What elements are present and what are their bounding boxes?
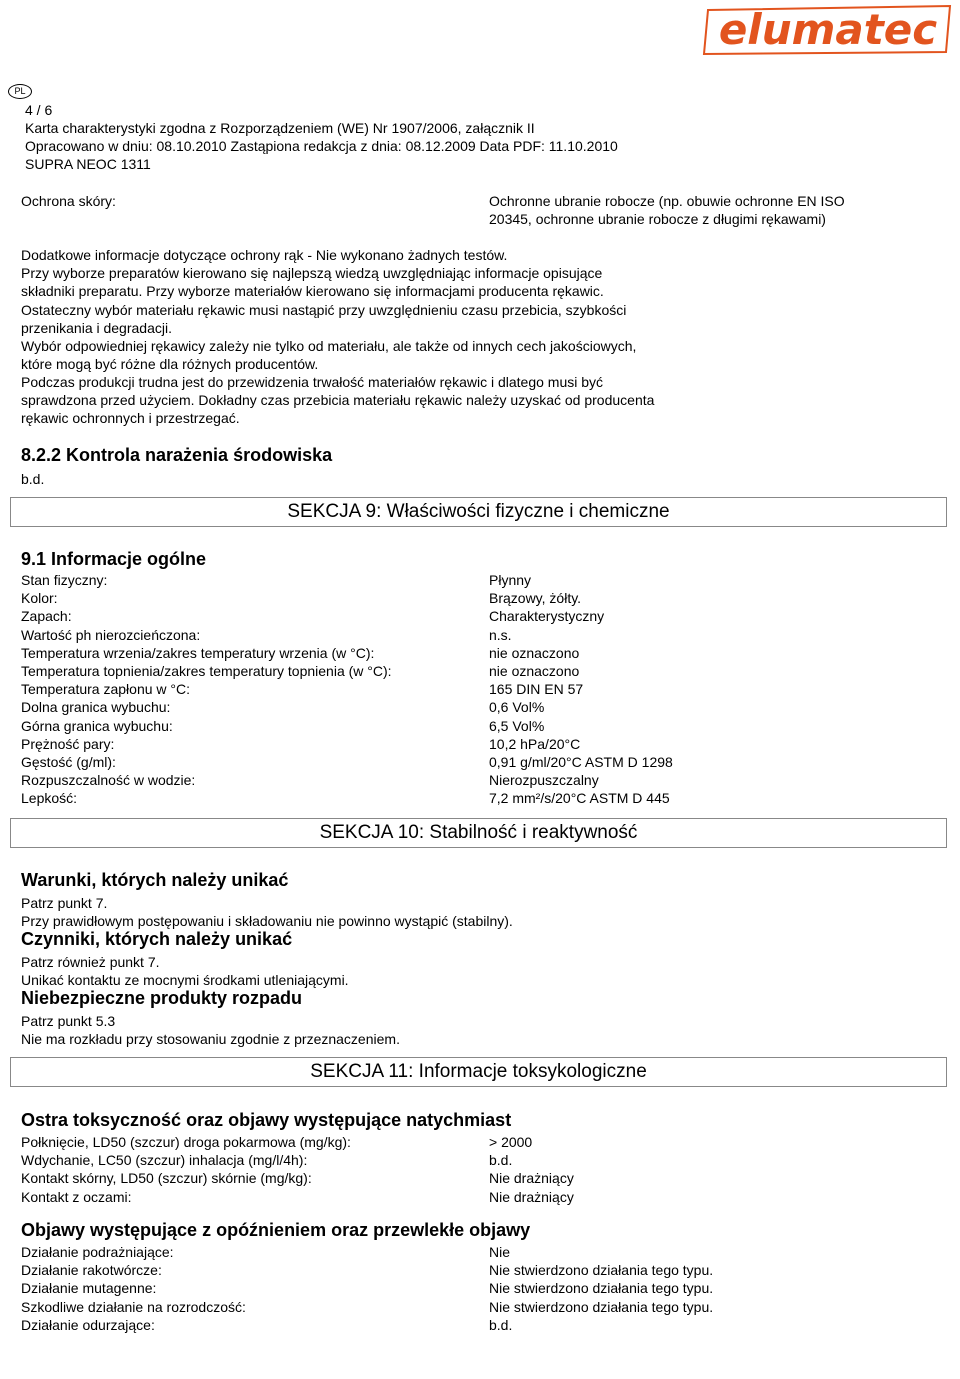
factors-line: Patrz również punkt 7. (21, 954, 160, 970)
section-9-subheading: 9.1 Informacje ogólne (21, 549, 207, 569)
language-badge: PL (8, 84, 32, 99)
property-row-label: Temperatura wrzenia/zakres temperatury wrzenia (w °C): (21, 644, 375, 661)
gloves-text-line: Dodatkowe informacje dotyczące ochrony rąk - Nie wykonano żadnych testów. (21, 247, 508, 263)
chronic-effect-row-value: Nie (489, 1244, 511, 1260)
section-9-title: SEKCJA 9: Właściwości fizyczne i chemiczne (10, 497, 947, 527)
property-row (21, 626, 921, 644)
property-row-label: Stan fizyczny: (21, 572, 108, 588)
property-row-value: Nierozpuszczalny (489, 772, 599, 789)
document-dates: Opracowano w dniu: 08.10.2010 Zastąpiona redakcja z dnia: 08.12.2009 Data PDF: 11.10.2010 (25, 138, 618, 154)
property-row-value: nie oznaczono (489, 644, 580, 661)
acute-toxicity-heading: Ostra toksyczność oraz objawy występujące natychmiast (21, 1110, 512, 1130)
document-title: Karta charakterystyki zgodna z Rozporządzeniem (WE) Nr 1907/2006, załącznik II (25, 120, 535, 136)
gloves-text-line: składniki preparatu. Przy wyborze materiałów kierowano się informacjami producenta rękawic. (21, 283, 604, 299)
property-row (21, 717, 921, 735)
logo-text: elumatec (718, 5, 938, 54)
gloves-text-line: sprawdzona przed użyciem. Dokładny czas przebicia materiału rękawic należy uzyskać od producenta (21, 392, 655, 408)
chronic-effect-row-value: Nie stwierdzono działania tego typu. (489, 1280, 714, 1297)
property-row-label: Górna granica wybuchu: (21, 717, 173, 734)
acute-toxicity-row-label: Kontakt z oczami: (21, 1188, 132, 1205)
property-row (21, 680, 921, 698)
chronic-effects-heading: Objawy występujące z opóźnieniem oraz przewlekłe objawy (21, 1220, 531, 1240)
property-row-value: Brązowy, żółty. (489, 590, 582, 607)
chronic-effect-row-value: b.d. (489, 1316, 513, 1333)
property-row-value: Płynny (489, 572, 532, 588)
acute-toxicity-row-label: Kontakt skórny, LD50 (szczur) skórnie (mg/kg): (21, 1170, 312, 1187)
acute-toxicity-row (21, 1188, 921, 1206)
factors-heading: Czynniki, których należy unikać (21, 929, 293, 949)
property-row-label: Prężność pary: (21, 735, 115, 752)
property-row (21, 771, 921, 789)
property-row-label: Rozpuszczalność w wodzie: (21, 772, 196, 789)
acute-toxicity-row (21, 1133, 921, 1151)
gloves-text-line: rękawic ochronnych i przestrzegać. (21, 410, 240, 426)
decomposition-line: Nie ma rozkładu przy stosowaniu zgodnie z przeznaczeniem. (21, 1031, 400, 1047)
property-row-value: 10,2 hPa/20°C (489, 735, 581, 752)
property-row (21, 607, 921, 625)
chronic-effect-row-label: Działanie rakotwórcze: (21, 1262, 162, 1279)
property-row (21, 735, 921, 753)
property-row (21, 789, 921, 807)
chronic-effect-row-value: Nie stwierdzono działania tego typu. (489, 1298, 714, 1315)
property-row (21, 589, 921, 607)
chronic-effect-row (21, 1316, 921, 1334)
environment-value: b.d. (21, 471, 45, 487)
gloves-text-line: przenikania i degradacji. (21, 320, 172, 336)
acute-toxicity-row-value: > 2000 (489, 1134, 533, 1150)
property-row-label: Gęstość (g/ml): (21, 754, 116, 770)
acute-toxicity-row-value: Nie drażniący (489, 1170, 574, 1187)
property-row-label: Temperatura topnienia/zakres temperatury topnienia (w °C): (21, 663, 392, 679)
page-number: 4 / 6 (25, 102, 53, 118)
property-row-value: Charakterystyczny (489, 608, 605, 625)
chronic-effect-row (21, 1279, 921, 1297)
gloves-text-line: Ostateczny wybór materiału rękawic musi nastąpić przy uwzględnieniu czasu przebicia, szybkości (21, 302, 627, 318)
property-row-label: Temperatura zapłonu w °C: (21, 681, 191, 698)
property-row-value: 165 DIN EN 57 (489, 681, 584, 698)
chronic-effect-row-label: Działanie odurzające: (21, 1316, 155, 1333)
skin-protection-label: Ochrona skóry: (21, 193, 116, 209)
section-11-title: SEKCJA 11: Informacje toksykologiczne (10, 1057, 947, 1087)
decomposition-line: Patrz punkt 5.3 (21, 1013, 116, 1029)
environment-heading: 8.2.2 Kontrola narażenia środowiska (21, 445, 333, 465)
chronic-effect-row-label: Działanie mutagenne: (21, 1280, 157, 1297)
property-row (21, 571, 921, 589)
gloves-text-line: Podczas produkcji trudna jest do przewidzenia trwałość materiałów rękawic i dlatego musi być (21, 374, 604, 390)
acute-toxicity-row-label: Połknięcie, LD50 (szczur) droga pokarmowa (mg/kg): (21, 1134, 351, 1150)
chronic-effect-row-label: Szkodliwe działanie na rozrodczość: (21, 1298, 246, 1315)
property-row-label: Kolor: (21, 590, 58, 607)
property-row (21, 644, 921, 662)
skin-protection-value-2: 20345, ochronne ubranie robocze z długimi rękawami) (489, 211, 826, 227)
property-row-value: 7,2 mm²/s/20°C ASTM D 445 (489, 790, 670, 807)
property-row-label: Dolna granica wybuchu: (21, 699, 171, 716)
acute-toxicity-row-label: Wdychanie, LC50 (szczur) inhalacja (mg/l/4h): (21, 1152, 308, 1169)
chronic-effect-row-label: Działanie podrażniające: (21, 1244, 174, 1260)
property-row (21, 662, 921, 680)
chronic-effect-row-value: Nie stwierdzono działania tego typu. (489, 1262, 714, 1279)
property-row-value: 0,91 g/ml/20°C ASTM D 1298 (489, 754, 673, 770)
property-row-value: 0,6 Vol% (489, 699, 545, 716)
chronic-effect-row (21, 1298, 921, 1316)
chronic-effect-row (21, 1243, 921, 1261)
property-row-label: Wartość ph nierozcieńczona: (21, 626, 201, 643)
conditions-line: Patrz punkt 7. (21, 895, 108, 911)
acute-toxicity-row-value: Nie drażniący (489, 1188, 574, 1205)
elumatec-logo (700, 2, 956, 56)
product-name: SUPRA NEOC 1311 (25, 156, 151, 172)
decomposition-heading: Niebezpieczne produkty rozpadu (21, 988, 303, 1008)
gloves-text-line: które mogą być różne dla różnych producentów. (21, 356, 319, 372)
acute-toxicity-row (21, 1151, 921, 1169)
chronic-effect-row (21, 1261, 921, 1279)
property-row (21, 698, 921, 716)
property-row (21, 753, 921, 771)
section-10-title: SEKCJA 10: Stabilność i reaktywność (10, 818, 947, 848)
skin-protection-value-1: Ochronne ubranie robocze (np. obuwie ochronne EN ISO (489, 193, 845, 209)
property-row-label: Zapach: (21, 608, 72, 625)
property-row-value: nie oznaczono (489, 663, 580, 679)
property-row-value: 6,5 Vol% (489, 717, 545, 734)
acute-toxicity-row-value: b.d. (489, 1152, 513, 1169)
factors-line: Unikać kontaktu ze mocnymi środkami utleniającymi. (21, 972, 349, 988)
gloves-text-line: Przy wyborze preparatów kierowano się najlepszą wiedzą uwzględniając informacje opisujące (21, 265, 603, 281)
property-row-value: n.s. (489, 626, 512, 643)
acute-toxicity-row (21, 1169, 921, 1187)
gloves-text-line: Wybór odpowiedniej rękawicy zależy nie tylko od materiału, ale także od innych cech jakościowych, (21, 338, 637, 354)
property-row-label: Lepkość: (21, 790, 78, 807)
conditions-line: Przy prawidłowym postępowaniu i składowaniu nie powinno wystąpić (stabilny). (21, 913, 513, 929)
conditions-heading: Warunki, których należy unikać (21, 870, 289, 890)
